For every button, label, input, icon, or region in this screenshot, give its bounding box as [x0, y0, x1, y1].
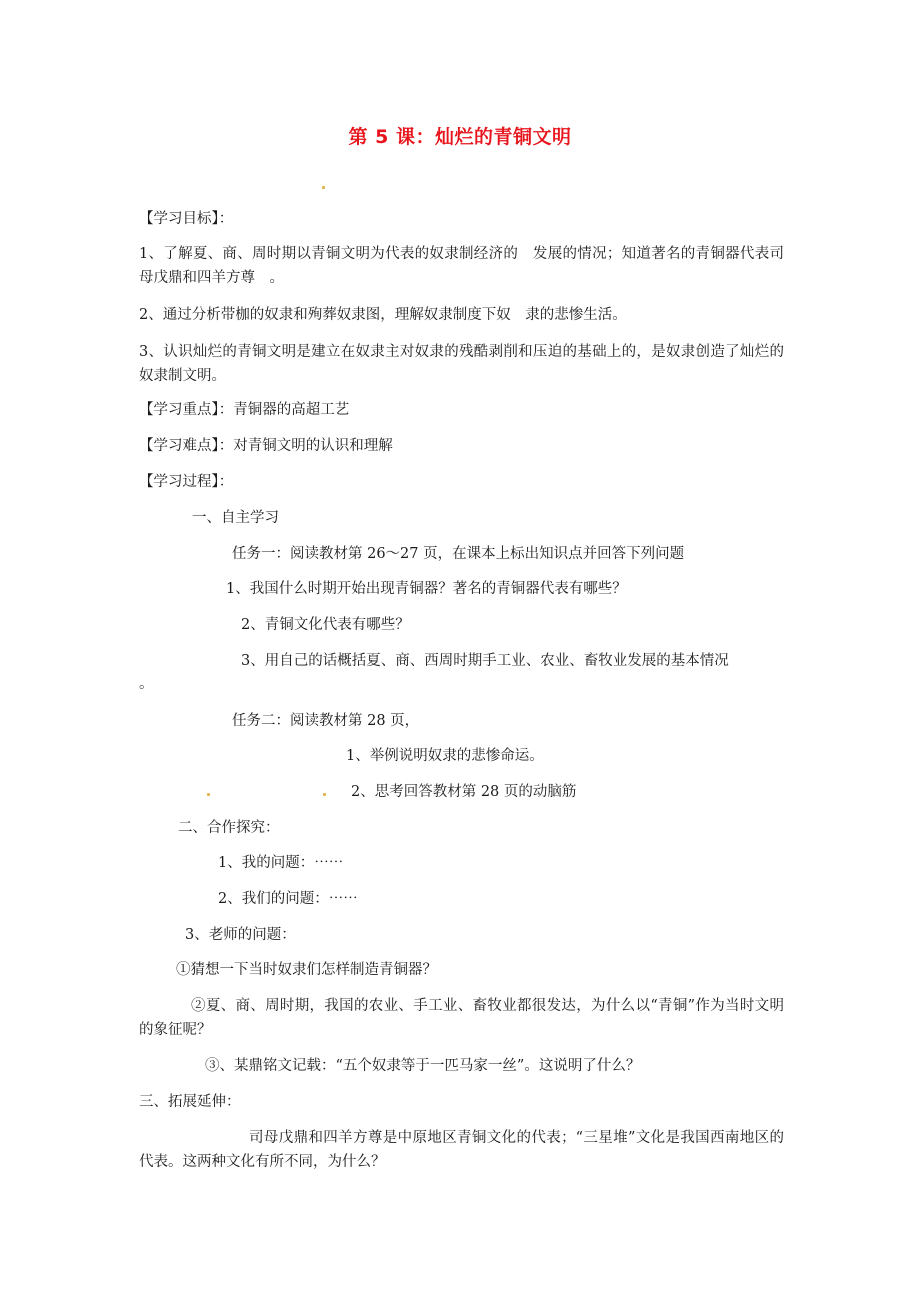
- task1-question-1: 1、我国什么时期开始出现青铜器？著名的青铜器代表有哪些？: [226, 581, 627, 597]
- my-question: 1、我的问题：⋯⋯: [218, 855, 344, 871]
- task1-question-3: 3、用自己的话概括夏、商、西周时期手工业、农业、畜牧业发展的基本情况: [241, 653, 729, 669]
- task2: 任务二：阅读教材第 28 页，: [232, 713, 420, 729]
- decorative-dot: [323, 793, 326, 796]
- key-point: 【学习重点】：青铜器的高超工艺: [139, 402, 350, 418]
- task1: 任务一：阅读教材第 26～27 页，在课本上标出知识点并回答下列问题: [232, 546, 685, 562]
- task1-question-2: 2、青铜文化代表有哪些？: [241, 617, 410, 633]
- objectives-heading: 【学习目标】：: [139, 211, 234, 227]
- difficulty: 【学习难点】：对青铜文明的认识和理解: [139, 438, 393, 454]
- teacher-sub-question-3: ③、某鼎铭文记载：“五个奴隶等于一匹马家一丝”。这说明了什么？: [205, 1058, 641, 1074]
- process-heading: 【学习过程】：: [139, 474, 234, 490]
- task2-question-1: 1、举例说明奴隶的悲惨命运。: [346, 748, 544, 764]
- task2-question-2: 2、思考回答教材第 28 页的动脑筋: [351, 784, 577, 800]
- teacher-sub-question-1: ①猜想一下当时奴隶们怎样制造青铜器？: [176, 962, 437, 978]
- teacher-sub-question-2: ②夏、商、周时期，我国的农业、手工业、畜牧业都很发达，为什么以“青铜”作为当时文明的象征呢？: [139, 998, 784, 1038]
- objective-2: 2、通过分析带枷的奴隶和殉葬奴隶图，理解奴隶制度下奴 隶的悲惨生活。: [139, 307, 627, 323]
- objective-1: 1、了解夏、商、周时期以青铜文明为代表的奴隶制经济的 发展的情况；知道著名的青铜器代表司母戊鼎和四羊方尊 。: [139, 246, 784, 286]
- decorative-dot: [207, 793, 210, 796]
- our-question: 2、我们的问题：⋯⋯: [218, 891, 358, 907]
- cooperation-heading: 二、合作探究：: [178, 820, 280, 836]
- extension-text: 司母戊鼎和四羊方尊是中原地区青铜文化的代表；“三星堆”文化是我国西南地区的代表。这两种文化有所不同，为什么？: [139, 1130, 784, 1170]
- lesson-title: 第 5 课：灿烂的青铜文明: [348, 126, 572, 148]
- decorative-dot: [322, 186, 325, 189]
- task1-question-3-end: 。: [139, 676, 154, 692]
- objective-3: 3、认识灿烂的青铜文明是建立在奴隶主对奴隶的残酷剥削和压迫的基础上的，是奴隶创造了灿烂的奴隶制文明。: [139, 344, 784, 384]
- extension-heading: 三、拓展延伸：: [139, 1094, 241, 1110]
- teacher-question: 3、老师的问题：: [185, 927, 296, 943]
- self-study-heading: 一、自主学习: [192, 510, 279, 526]
